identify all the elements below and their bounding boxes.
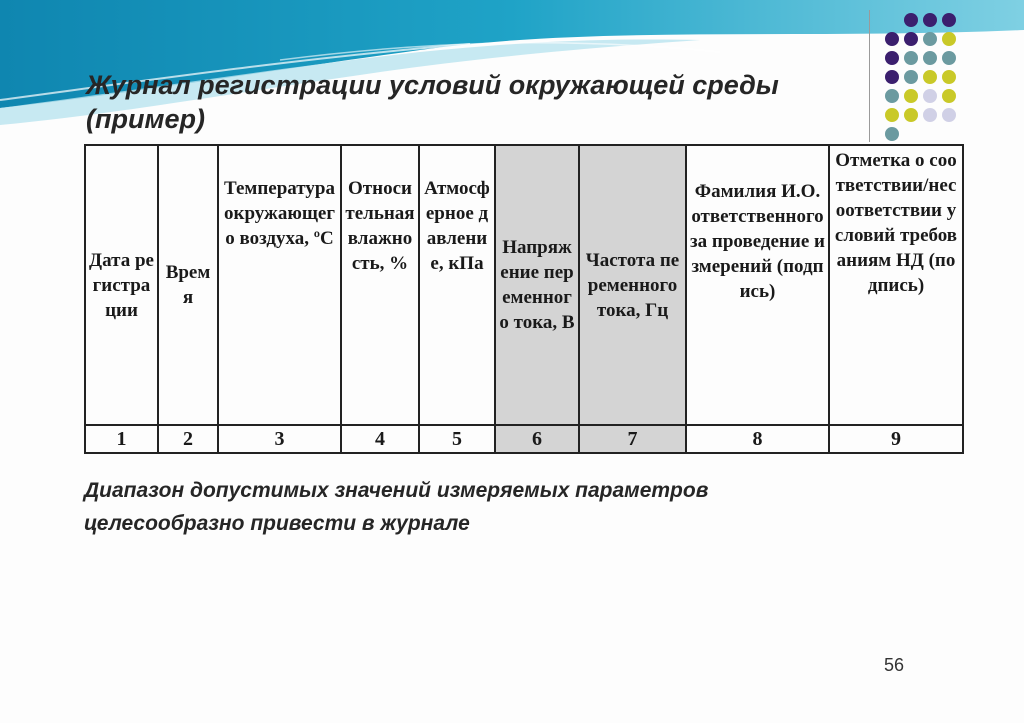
decor-dot <box>904 51 918 65</box>
header-cell: Отметка о соответствии/несоответствии условий требованиям НД (подпись) <box>829 145 963 425</box>
decor-dot <box>904 70 918 84</box>
decor-dot <box>923 32 937 46</box>
column-number-cell: 6 <box>495 425 579 453</box>
column-number-cell: 5 <box>419 425 495 453</box>
decor-dot <box>885 51 899 65</box>
decor-dot <box>942 13 956 27</box>
column-number-cell: 8 <box>686 425 829 453</box>
header-cell: Температура окружающего воздуха, ºС <box>218 145 341 425</box>
column-number-cell: 1 <box>85 425 158 453</box>
header-cell: Напряжение переменного тока, В <box>495 145 579 425</box>
header-row <box>85 145 963 425</box>
page-number: 56 <box>884 655 905 675</box>
decor-dot <box>942 70 956 84</box>
column-number-cell: 7 <box>579 425 686 453</box>
note-text: Диапазон допустимых значений измеряемых параметров целесообразно привести в журнале <box>84 479 709 535</box>
decor-dot <box>942 108 956 122</box>
column-number-cell: 3 <box>218 425 341 453</box>
decor-dot <box>885 32 899 46</box>
decor-dot <box>923 70 937 84</box>
decor-dot <box>942 51 956 65</box>
header-cell: Относительная влажность, % <box>341 145 419 425</box>
decor-dot <box>885 108 899 122</box>
header-cell: Дата регистрации <box>85 145 158 425</box>
decor-dot <box>923 89 937 103</box>
decor-dot <box>904 13 918 27</box>
column-number-cell: 9 <box>829 425 963 453</box>
dot-grid-decoration <box>880 8 990 148</box>
slide-title: Журнал регистрации условий окружающей среды (пример) <box>86 70 779 134</box>
column-number-row <box>85 425 963 453</box>
column-number-cell: 4 <box>341 425 419 453</box>
decor-dot <box>923 13 937 27</box>
header-cell: Время <box>158 145 218 425</box>
decor-dot <box>904 108 918 122</box>
header-cell: Частота переменного тока, Гц <box>579 145 686 425</box>
decor-dot <box>885 70 899 84</box>
decor-dot <box>885 127 899 141</box>
decor-dot <box>942 89 956 103</box>
decor-dot <box>904 32 918 46</box>
decor-dot <box>923 108 937 122</box>
journal-table <box>84 144 964 454</box>
decor-dot <box>885 89 899 103</box>
header-cell: Атмосферное давление, кПа <box>419 145 495 425</box>
column-number-cell: 2 <box>158 425 218 453</box>
decor-dot <box>923 51 937 65</box>
decor-dot <box>904 89 918 103</box>
decor-dot <box>942 32 956 46</box>
header-cell: Фамилия И.О. ответственного за проведение измерений (подпись) <box>686 145 829 425</box>
